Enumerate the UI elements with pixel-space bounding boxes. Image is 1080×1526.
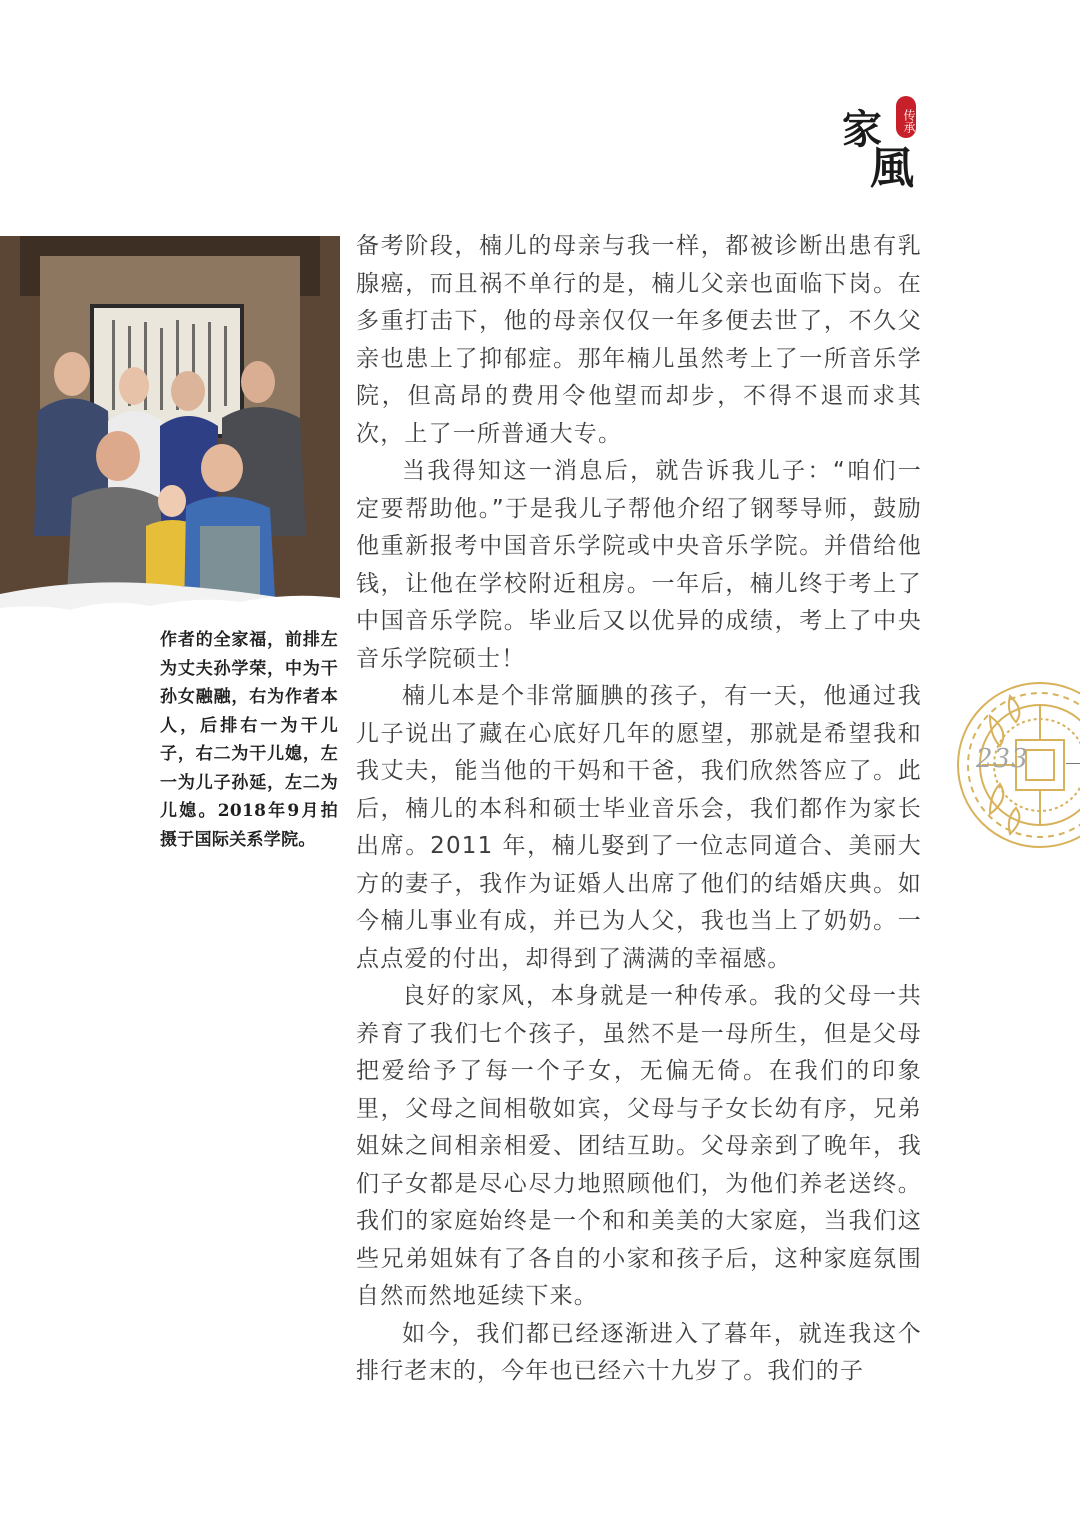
page-tick-mark: [1066, 763, 1080, 764]
family-tradition-logo: [836, 92, 936, 194]
logo-char-jia: 家: [842, 106, 882, 153]
article-paragraph: 良好的家风，本身就是一种传承。我的父母一共养育了我们七个孩子，虽然不是一母所生，但是父母把爱给予了每一个子女，无偏无倚。在我们的印象里，父母之间相敬如宾，父母与子女长幼有序，兄弟姐妹之间相亲相爱、团结互助。父母亲到了晚年，我们子女都是尽心尽力地照顾他们，为他们养老送终。我们的家庭始终是一个和和美美的大家庭，当我们这些兄弟姐妹有了各自的小家和孩子后，这种家庭氛围自然而然地延续下来。: [356, 983, 922, 1309]
article-paragraph: 如今，我们都已经逐渐进入了暮年，就连我这个排行老末的，今年也已经六十九岁了。我们的子: [356, 1320, 922, 1384]
article-paragraph: 当我得知这一消息后，就告诉我儿子：“咱们一定要帮助他。”于是我儿子帮他介绍了钢琴导师，鼓励他重新报考中国音乐学院或中央音乐学院。并借给他钱，让他在学校附近租房。一年后，楠儿终于考上了中国音乐学院。毕业后又以优异的成绩，考上了中央音乐学院硕士！: [356, 458, 922, 672]
photo-caption: 作者的全家福，前排左为丈夫孙学荣，中为干孙女融融，右为作者本人，后排右一为干儿子，右二为干儿媳，左一为儿子孙延，左二为儿媳。2018年9月拍摄于国际关系学院。: [160, 630, 338, 850]
family-photo: [0, 236, 340, 616]
article-paragraph: 备考阶段，楠儿的母亲与我一样，都被诊断出患有乳腺癌，而且祸不单行的是，楠儿父亲也面临下岗。在多重打击下，他的母亲仅仅一年多便去世了，不久父亲也患上了抑郁症。那年楠儿虽然考上了一所音乐学院，但高昂的费用令他望而却步，不得不退而求其次，上了一所普通大专。: [356, 233, 922, 447]
logo-seal-stamp: 传承: [896, 96, 916, 138]
logo-char-feng: 風: [870, 143, 914, 194]
family-photo-illustration: [0, 236, 340, 616]
article-body: [356, 228, 922, 1391]
page-number: 233: [976, 744, 1029, 774]
article-paragraph: 楠儿本是个非常腼腆的孩子，有一天，他通过我儿子说出了藏在心底好几年的愿望，那就是希望我和我丈夫，能当他的干妈和干爸，我们欣然答应了。此后，楠儿的本科和硕士毕业音乐会，我们都作为家长出席。2011 年，楠儿娶到了一位志同道合、美丽大方的妻子，我作为证婚人出席了他们的结婚庆典。如今楠儿事业有成，并已为人父，我也当上了奶奶。一点点爱的付出，却得到了满满的幸福感。: [356, 683, 922, 972]
